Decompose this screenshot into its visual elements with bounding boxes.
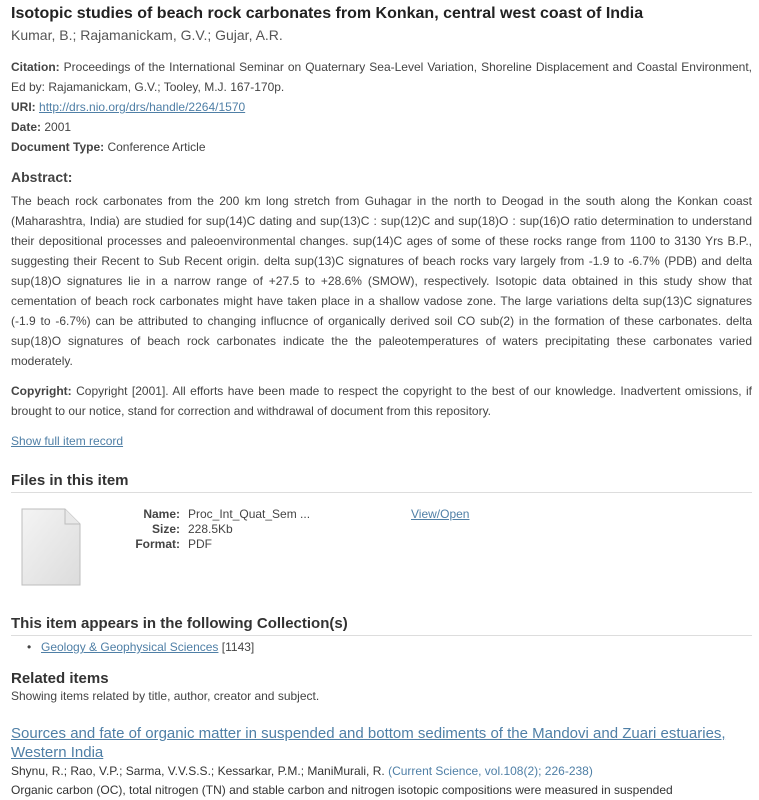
related-heading: Related items [11, 670, 109, 687]
citation-label: Citation: [11, 60, 60, 74]
item-authors: Kumar, B.; Rajamanickam, G.V.; Gujar, A.R. [11, 27, 283, 43]
copyright-field [11, 381, 752, 421]
uri-link[interactable]: http://drs.nio.org/drs/handle/2264/1570 [39, 100, 246, 114]
file-size-value: 228.5Kb [188, 522, 233, 536]
item-title: Isotopic studies of beach rock carbonates from Konkan, central west coast of India [11, 5, 644, 22]
date-value: 2001 [44, 120, 72, 134]
abstract-heading: Abstract: [11, 169, 73, 185]
collection-link[interactable]: Geology & Geophysical Sciences [41, 640, 219, 654]
file-name-label: Name: [143, 507, 180, 521]
related-item-title-link[interactable]: Sources and fate of organic matter in suspended and bottom sediments of the Mandovi and Zuari estuaries, Western India [11, 725, 726, 761]
uri-label: URI: [11, 100, 36, 114]
uri-field [11, 97, 752, 117]
related-item-source: (Current Science, vol.108(2); 226-238) [388, 764, 593, 778]
related-subtitle: Showing items related by title, author, creator and subject. [11, 689, 320, 703]
related-item-authors-row [11, 764, 593, 779]
file-format-value: PDF [188, 537, 212, 551]
doctype-value: Conference Article [107, 140, 206, 154]
citation-field [11, 57, 752, 97]
file-format-label: Format: [135, 537, 180, 551]
related-item-authors: Shynu, R.; Rao, V.P.; Sarma, V.V.S.S.; Kessarkar, P.M.; ManiMurali, R. [11, 764, 385, 778]
collections-list [27, 640, 255, 655]
file-name-value: Proc_Int_Quat_Sem ... [188, 507, 311, 521]
date-label: Date: [11, 120, 42, 134]
doctype-field [11, 137, 752, 157]
abstract-text: The beach rock carbonates from the 200 km long stretch from Guhagar in the north to Deogad in the south along the Konkan coast (Maharashtra, India) are studied for sup(14)C dating and sup(13)C : sup(12)C and sup(18)O : sup(16)O ratio determination to understand their depositional processes and paleoenvironmental changes. sup(14)C ages of some of these rocks range from 1100 to 3130 Yrs B.P., suggesting their Recent to Sub Recent origin. delta sup(13)C signatures of beach rocks vary largely from -1.9 to -6.7% (PDB) and delta sup(18)O signatures lie in a narrow range of +27.5 to +28.6% (SMOW), respectively. Isotopic data obtained in this study show that cementation of beach rock carbonates might have taken place in a shallow vadose zone. The large variations delta sup(13)C signatures (-1.9 to -6.7%) can be attributed to changing influcnce of organically derived soil CO sub(2) in the formation of these carbonates. delta sup(18)O signatures of beach rock carbonates indicate the the paleotemperatures of waters precipitating these carbonates varied moderately. [11, 194, 752, 368]
copyright-text: Copyright [2001]. All efforts have been made to respect the copyright to the best of our knowledge. Inadvertent omissions, if brought to our notice, stand for correction and withdrawal of document from this repository. [11, 384, 752, 418]
doctype-label: Document Type: [11, 140, 105, 154]
bullet-icon: • [27, 640, 32, 654]
copyright-label: Copyright: [11, 384, 72, 398]
file-size-label: Size: [151, 522, 180, 536]
show-full-record-link[interactable]: Show full item record [11, 434, 124, 448]
view-open-link[interactable]: View/Open [411, 507, 470, 521]
citation-value: Proceedings of the International Seminar on Quaternary Sea-Level Variation, Shoreline Displacement and Coastal Environment, Ed by: Rajamanickam, G.V.; Tooley, M.J. 167-170p. [11, 60, 752, 94]
show-full-record-row [11, 431, 752, 451]
document-icon [21, 508, 81, 586]
collections-heading: This item appears in the following Collection(s) [11, 615, 752, 636]
date-field [11, 117, 752, 137]
collection-count: [1143] [221, 640, 255, 654]
file-metadata [120, 507, 310, 552]
related-item-abstract: Organic carbon (OC), total nitrogen (TN) and stable carbon and nitrogen isotopic compositions were measured in suspended [11, 783, 673, 797]
files-heading: Files in this item [11, 472, 752, 493]
file-thumbnail[interactable] [21, 508, 81, 586]
